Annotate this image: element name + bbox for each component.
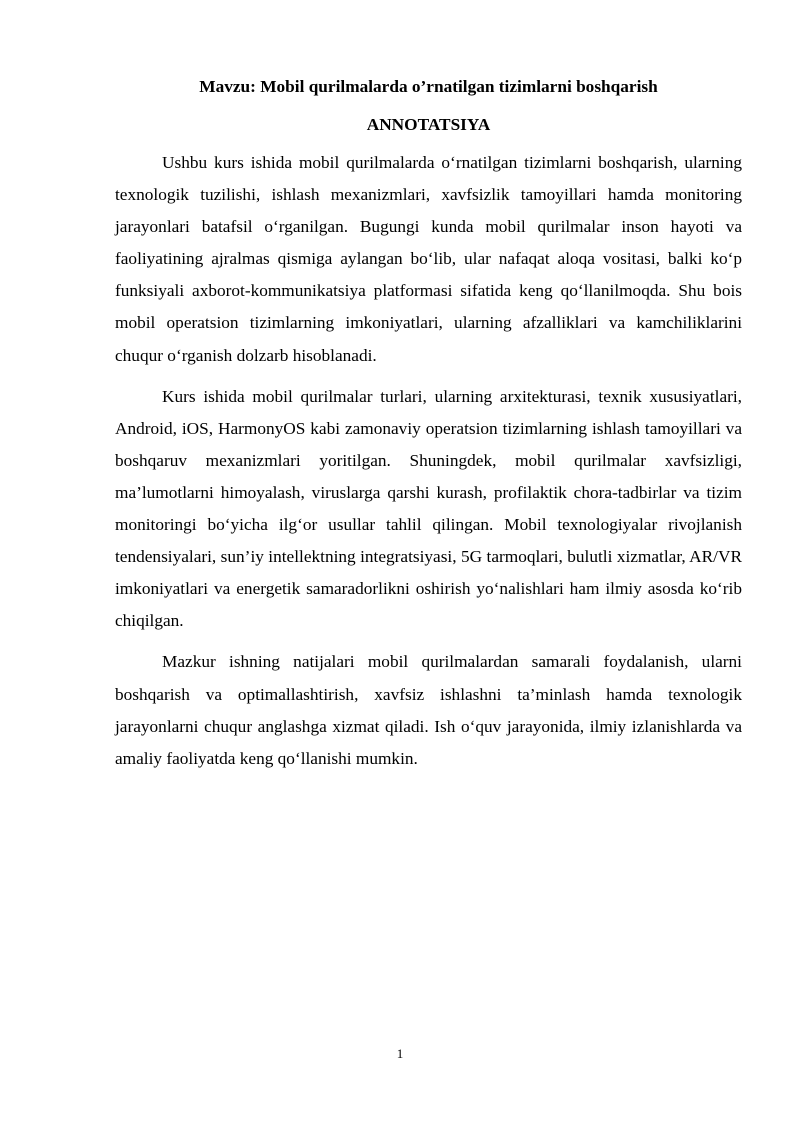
page-number: 1 xyxy=(396,1046,404,1061)
section-heading: ANNOTATSIYA xyxy=(366,115,491,134)
paragraph-1: Ushbu kurs ishida mobil qurilmalarda oʻrnatilgan tizimlarni boshqarish, ularning texnologik tuzilishi, ishlash mexanizmlari, xavfsizlik tamoyillari hamda monitoring jarayonlari batafsil oʻrganilgan. Bugungi kunda mobil qurilmalar inson hayoti va faoliyatining ajralmas qismiga aylangan boʻlib, ular nafaqat aloqa vositasi, balki koʻp funksiyali axborot-kommunikatsiya platformasi sifatida keng qoʻllanilmoqda. Shu bois mobil operatsion tizimlarning imkoniyatlari, ularning afzalliklari va kamchiliklarini chuqur oʻrganish dolzarb hisoblanadi. xyxy=(115,153,742,365)
document-body xyxy=(115,74,742,784)
document-title: Mavzu: Mobil qurilmalarda o’rnatilgan tizimlarni boshqarish xyxy=(199,77,658,96)
paragraph-3: Mazkur ishning natijalari mobil qurilmalardan samarali foydalanish, ularni boshqarish va optimallashtirish, xavfsiz ishlashni ta’minlash hamda texnologik jarayonlarni chuqur anglashga xizmat qiladi. Ish oʻquv jarayonida, ilmiy izlanishlarda va amaliy faoliyatda keng qoʻllanishi mumkin. xyxy=(115,652,742,768)
paragraph-2: Kurs ishida mobil qurilmalar turlari, ularning arxitekturasi, texnik xususiyatlari, Android, iOS, HarmonyOS kabi zamonaviy operatsion tizimlarning ishlash tamoyillari va boshqaruv mexanizmlari yoritilgan. Shuningdek, mobil qurilmalar xavfsizligi, ma’lumotlarni himoyalash, viruslarga qarshi kurash, profilaktik chora-tadbirlar va tizim monitoringi boʻyicha ilgʻor usullar tahlil qilingan. Mobil texnologiyalar rivojlanish tendensiyalari, sun’iy intellektning integratsiyasi, 5G tarmoqlari, bulutli xizmatlar, AR/VR imkoniyatlari va energetik samaradorlikni oshirish yoʻnalishlari ham ilmiy asosda koʻrib chiqilgan. xyxy=(115,386,742,631)
